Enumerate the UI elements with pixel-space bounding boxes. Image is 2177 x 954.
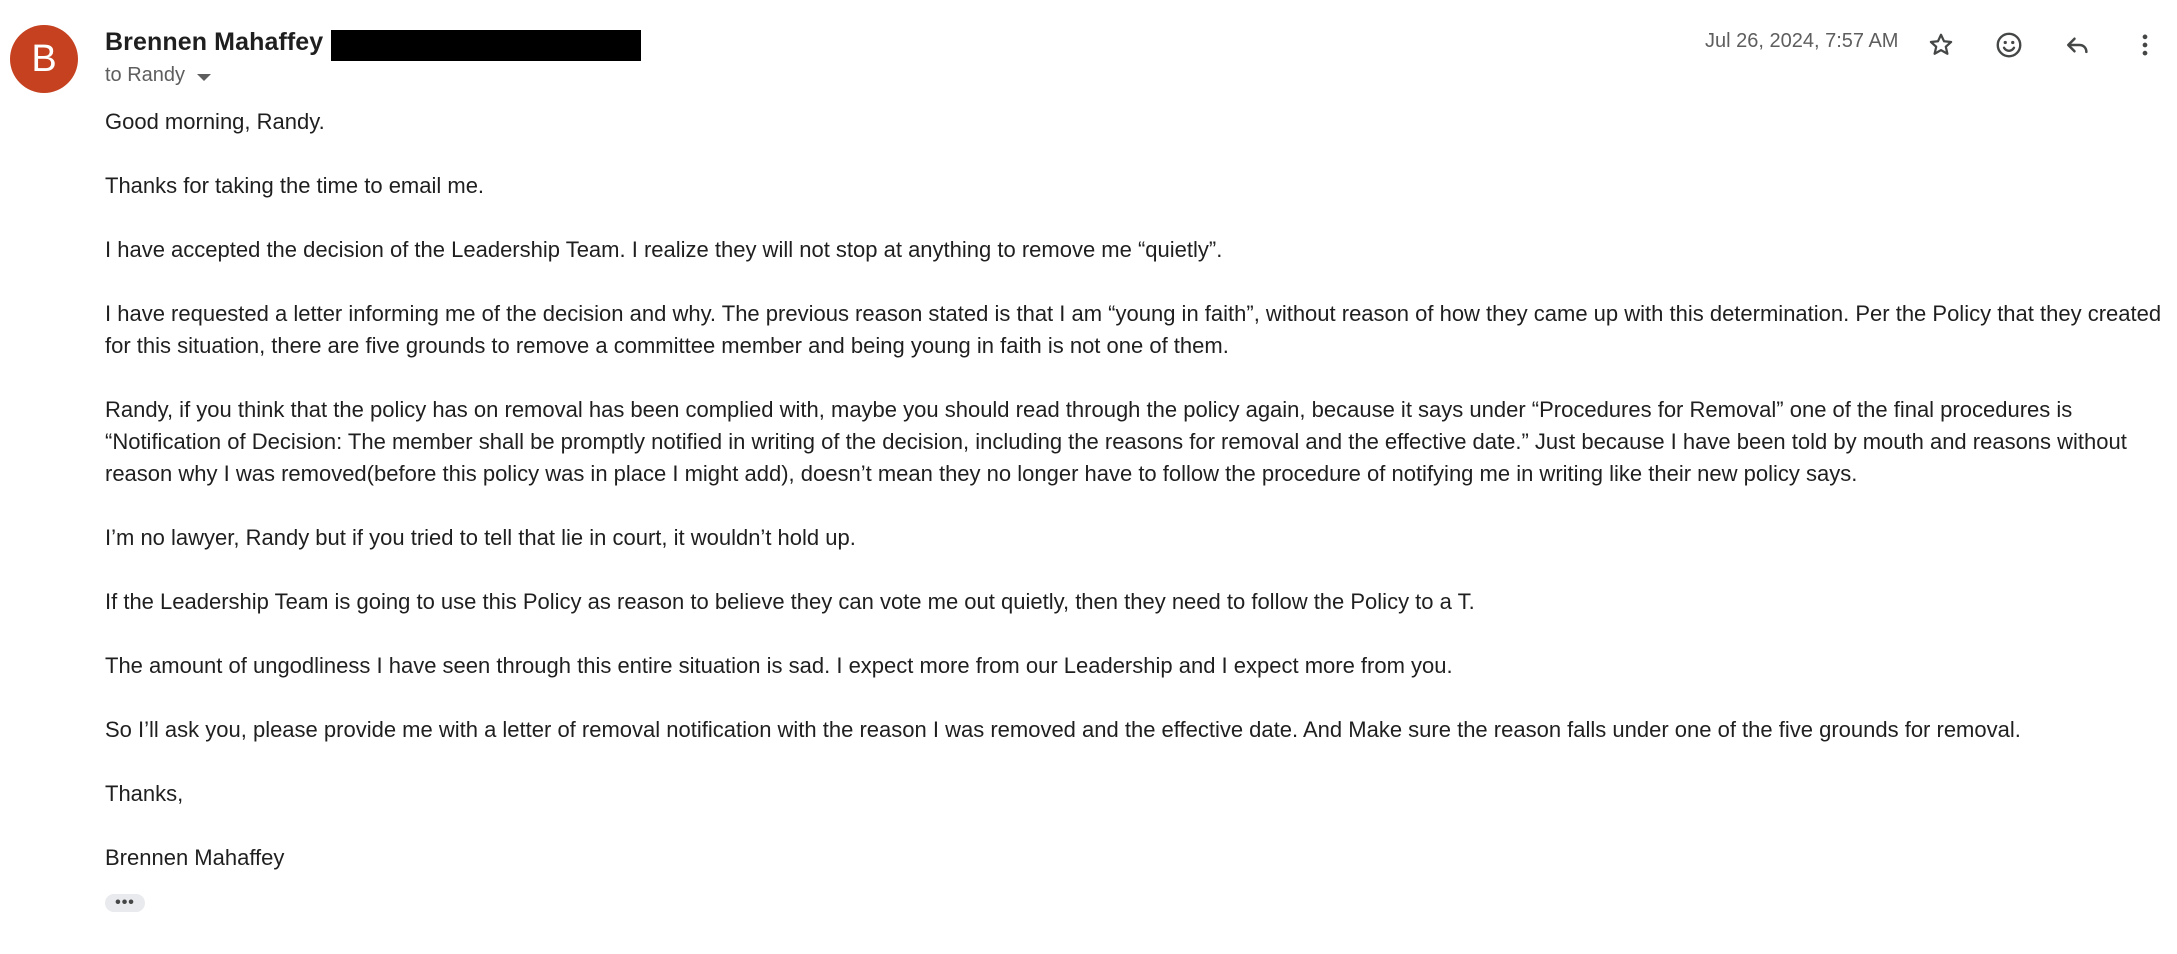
reply-button[interactable] bbox=[2054, 22, 2100, 68]
body-paragraph: Thanks for taking the time to email me. bbox=[105, 173, 485, 198]
recipient-label: to Randy bbox=[105, 64, 186, 86]
body-paragraph: I have requested a letter informing me of the decision and why. The previous reason stated is that I am “young in faith”, without reason of how they came up with this determination. Per the Policy that they created for this situation, there are five grounds to remove a committee member and being young in faith is not one of them. bbox=[105, 301, 2162, 358]
body-paragraph: Randy, if you think that the policy has on removal has been complied with, maybe you should read through the policy again, because it says under “Procedures for Removal” one of the final procedures is “Notification of Decision: The member shall be promptly notified in writing of the decision, including the reasons for removal and the effective date.” Just because I have been told by mouth and reasons without reason why I was removed(before this policy was in place I might add), doesn’t mean they no longer have to follow the procedure of notifying me in writing like their new policy says. bbox=[105, 397, 2127, 486]
ellipsis-icon: ••• bbox=[115, 894, 135, 911]
body-paragraph: If the Leadership Team is going to use this Policy as reason to believe they can vote me out quietly, then they need to follow the Policy to a T. bbox=[105, 589, 1475, 614]
more-options-button[interactable] bbox=[2122, 22, 2168, 68]
emoji-icon bbox=[1994, 30, 2024, 60]
more-vert-icon bbox=[2130, 30, 2160, 60]
chevron-down-icon bbox=[197, 74, 211, 81]
recipient-details-toggle[interactable] bbox=[105, 64, 1605, 87]
star-button[interactable] bbox=[1918, 22, 1964, 68]
add-reaction-button[interactable] bbox=[1986, 22, 2032, 68]
body-paragraph: I have accepted the decision of the Leadership Team. I realize they will not stop at anything to remove me “quietly”. bbox=[105, 237, 1223, 262]
sender-row bbox=[105, 24, 1605, 60]
message-actions bbox=[1918, 22, 2168, 68]
message-header bbox=[105, 24, 1605, 87]
body-paragraph: Good morning, Randy. bbox=[105, 109, 325, 134]
show-trimmed-content-button[interactable] bbox=[105, 894, 145, 912]
body-paragraph: Thanks, bbox=[105, 781, 184, 806]
body-paragraph: I’m no lawyer, Randy but if you tried to tell that lie in court, it wouldn’t hold up. bbox=[105, 525, 856, 550]
body-paragraph: So I’ll ask you, please provide me with a letter of removal notification with the reason I was removed and the effective date. And Make sure the reason falls under one of the five grounds for removal. bbox=[105, 717, 2021, 742]
signature: Brennen Mahaffey bbox=[105, 845, 285, 870]
reply-icon bbox=[2062, 30, 2092, 60]
message-body bbox=[105, 106, 2165, 906]
star-icon bbox=[1927, 31, 1955, 59]
sender-name[interactable]: Brennen Mahaffey bbox=[105, 27, 324, 56]
redacted-sender-email bbox=[331, 30, 641, 61]
message-date[interactable]: Jul 26, 2024, 7:57 AM bbox=[1705, 30, 1899, 52]
avatar-letter: B bbox=[31, 37, 57, 80]
sender-avatar[interactable] bbox=[10, 25, 78, 93]
body-paragraph: The amount of ungodliness I have seen through this entire situation is sad. I expect more from our Leadership and I expect more from you. bbox=[105, 653, 1453, 678]
